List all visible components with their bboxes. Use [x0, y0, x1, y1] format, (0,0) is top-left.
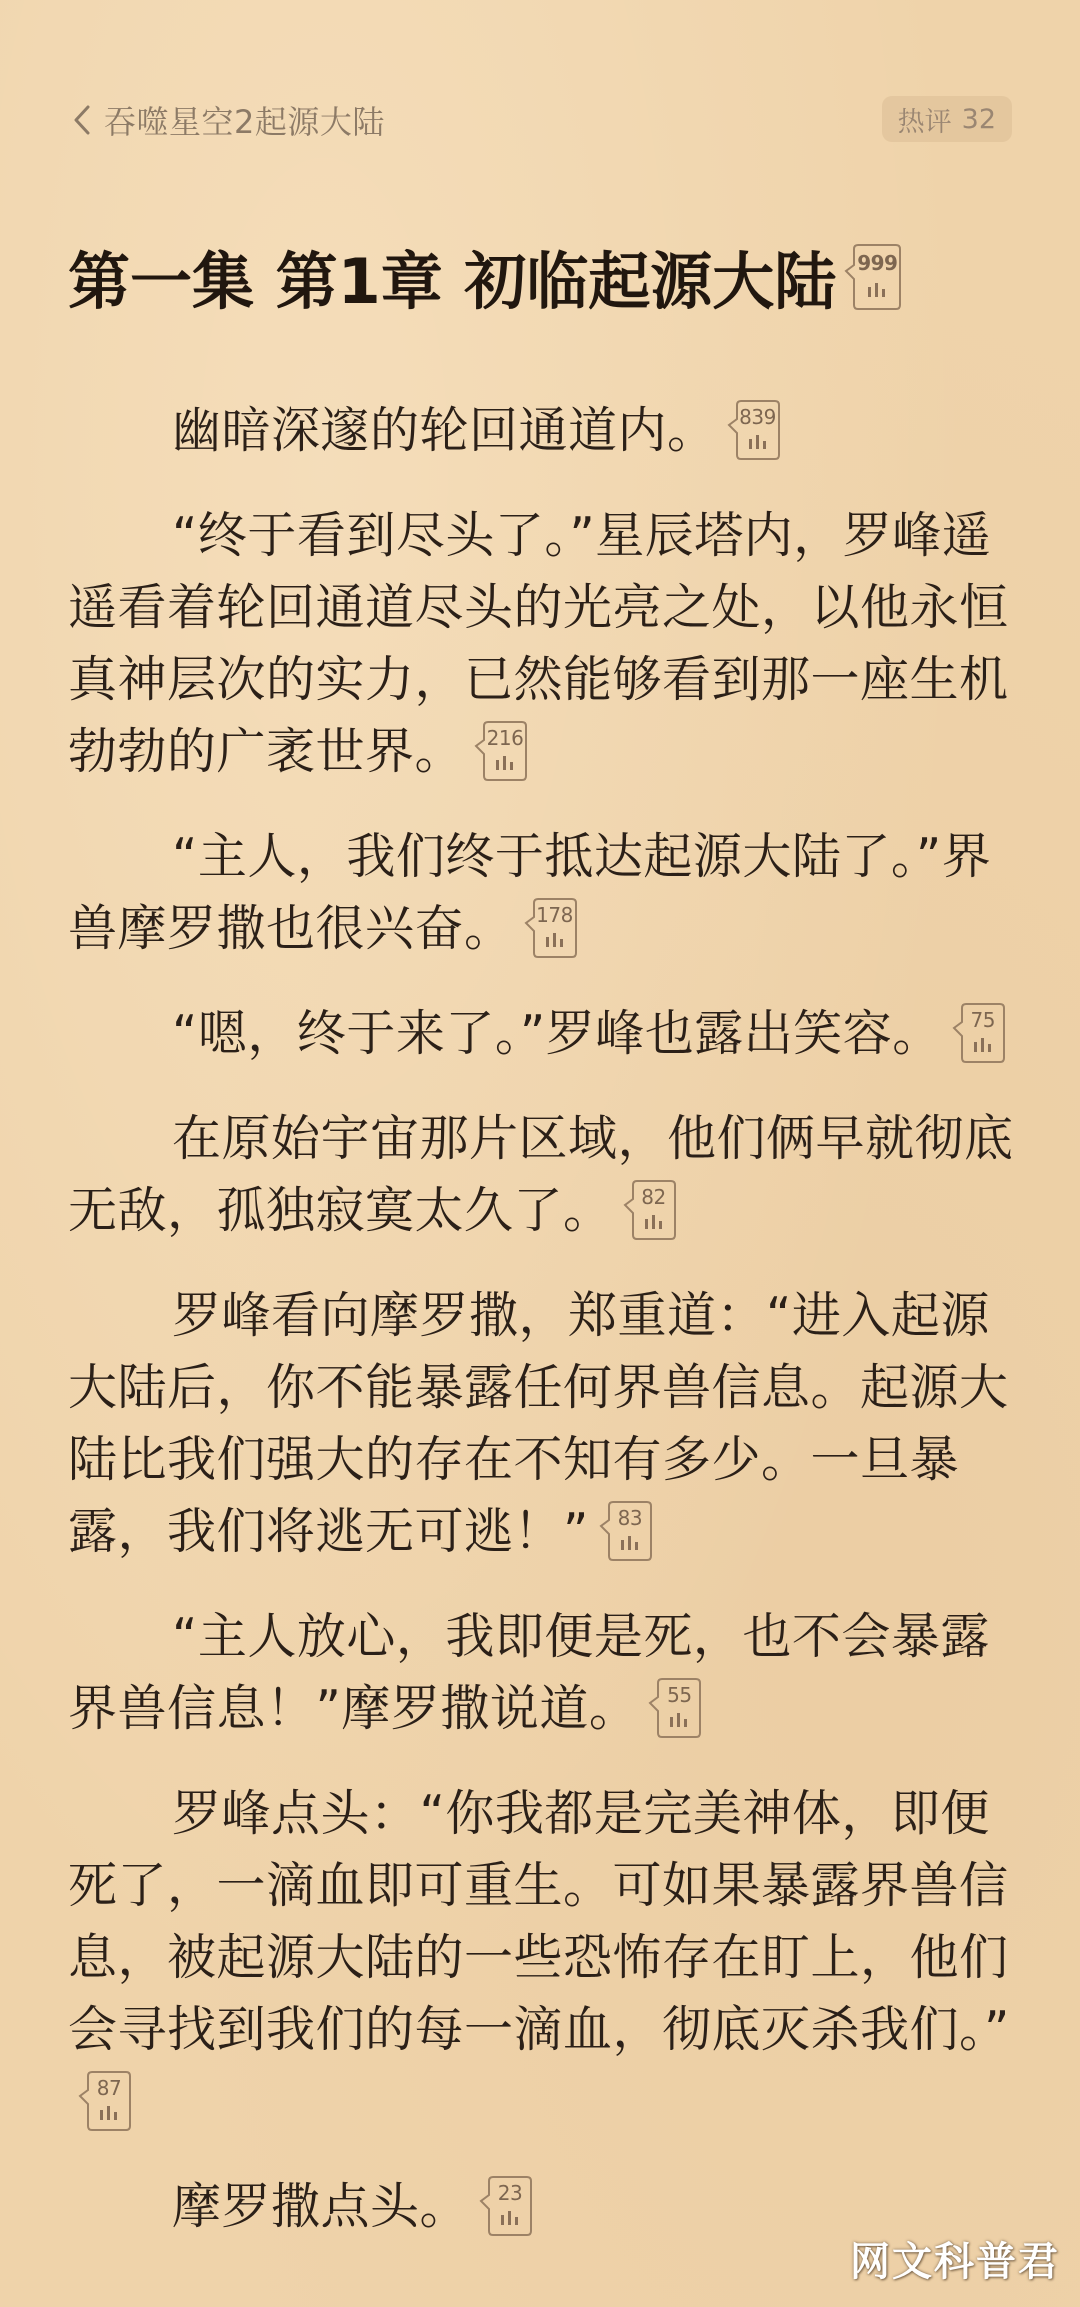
bar-chart-icon	[544, 933, 566, 947]
paragraph	[68, 1103, 1014, 1247]
comment-bubble[interactable]	[479, 2173, 535, 2239]
paragraph-text: 在原始宇宙那片区域，他们俩早就彻底无敌，孤独寂寞太久了。	[68, 1110, 1014, 1239]
paragraph-text: “嗯，终于来了。”罗峰也露出笑容。	[172, 1005, 942, 1062]
hot-comments-label: 热评	[897, 106, 952, 138]
bar-chart-icon	[499, 2211, 521, 2225]
bar-chart-icon	[619, 1536, 641, 1550]
paragraph	[68, 821, 1014, 965]
hot-comments-button[interactable]	[882, 96, 1012, 142]
bar-chart-icon	[98, 2106, 120, 2120]
hot-comments-count: 32	[961, 103, 996, 135]
comment-bubble[interactable]	[474, 718, 530, 784]
paragraph-text: 罗峰点头：“你我都是完美神体，即便死了，一滴血即可重生。可如果暴露界兽信息，被起源大陆的一些恐怖存在盯上，他们会寻找到我们的每一滴血，彻底灭杀我们。”	[68, 1785, 1010, 2058]
chapter-title-text: 第一集 第1章 初临起源大陆	[68, 245, 837, 318]
comment-bubble[interactable]	[78, 2068, 134, 2134]
paragraph-text: “主人，我们终于抵达起源大陆了。”界兽摩罗撒也很兴奋。	[68, 828, 992, 957]
bar-chart-icon	[494, 756, 516, 770]
paragraph	[68, 1601, 1014, 1745]
comment-bubble[interactable]	[599, 1498, 655, 1564]
paragraph-text: “主人放心，我即便是死，也不会暴露界兽信息！”摩罗撒说道。	[68, 1608, 990, 1737]
top-bar	[0, 90, 1080, 150]
chapter-content	[68, 395, 1014, 2276]
paragraph-text: “终于看到尽头了。”星辰塔内，罗峰遥遥看着轮回通道尽头的光亮之处，以他永恒真神层次的实力，已然能够看到那一座生机勃勃的广袤世界。	[68, 507, 1009, 780]
comment-bubble[interactable]	[727, 397, 783, 463]
paragraph	[68, 395, 1014, 467]
chapter-title	[68, 232, 904, 321]
comment-count: 75	[970, 1007, 995, 1032]
comment-count: 999	[857, 250, 898, 275]
comment-bubble[interactable]	[623, 1177, 679, 1243]
chevron-left-icon	[72, 103, 92, 137]
comment-count: 82	[641, 1184, 666, 1209]
bar-chart-icon	[668, 1713, 690, 1727]
comment-count: 87	[96, 2075, 122, 2100]
paragraph	[68, 998, 1014, 1070]
comment-bubble[interactable]	[844, 241, 904, 313]
comment-count: 55	[667, 1682, 692, 1707]
paragraph	[68, 1778, 1014, 2138]
paragraph-text: 摩罗撒点头。	[172, 2178, 470, 2235]
book-title: 吞噬星空2起源大陆	[104, 103, 385, 141]
comment-count: 839	[739, 404, 776, 429]
watermark: 网文科普君	[850, 2239, 1060, 2285]
comment-bubble[interactable]	[952, 1000, 1008, 1066]
comment-count: 83	[617, 1505, 643, 1530]
paragraph-text: 幽暗深邃的轮回通道内。	[172, 402, 717, 459]
bar-chart-icon	[643, 1215, 665, 1229]
back-button[interactable]	[72, 96, 385, 144]
bar-chart-icon	[972, 1038, 994, 1052]
comment-bubble[interactable]	[648, 1675, 704, 1741]
bar-chart-icon	[747, 435, 769, 449]
comment-count: 216	[486, 725, 524, 750]
comment-count: 23	[497, 2180, 523, 2205]
paragraph	[68, 500, 1014, 788]
paragraph-text: 罗峰看向摩罗撒，郑重道：“进入起源大陆后，你不能暴露任何界兽信息。起源大陆比我们强大的存在不知有多少。一旦暴露，我们将逃无可逃！”	[68, 1287, 1009, 1560]
comment-bubble[interactable]	[524, 895, 580, 961]
comment-count: 178	[536, 902, 573, 927]
bar-chart-icon	[866, 283, 888, 297]
paragraph	[68, 1280, 1014, 1568]
